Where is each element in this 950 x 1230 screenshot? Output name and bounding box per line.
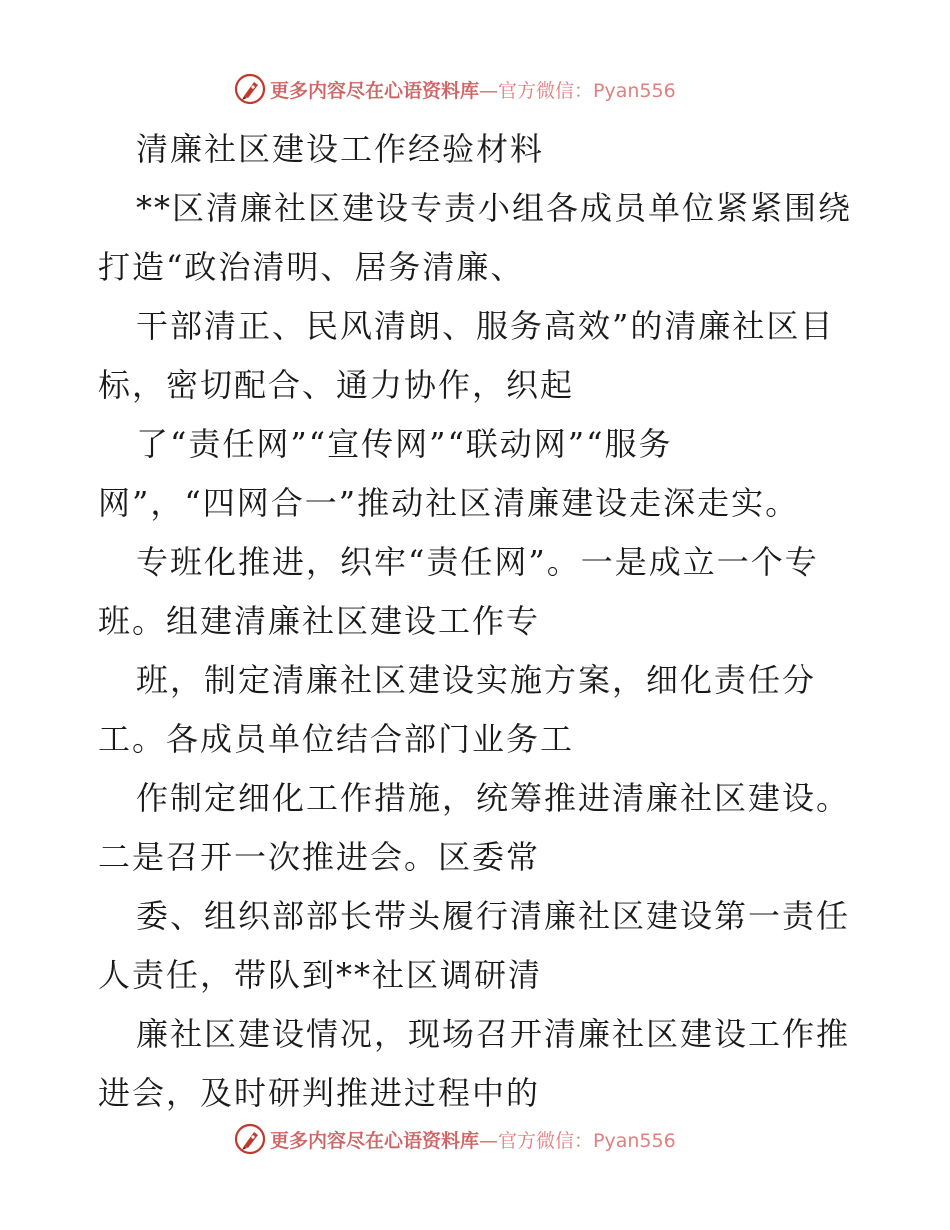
watermark-text: [270, 76, 676, 103]
paragraph-line: 标，密切配合、通力协作，织起: [98, 366, 575, 404]
paragraph-line: 班。组建清廉社区建设工作专: [98, 602, 541, 640]
paragraph-line: 廉社区建设情况，现场召开清廉社区建设工作推: [136, 1015, 851, 1053]
watermark-dash: —: [479, 80, 499, 102]
paragraph-line: 人责任，带队到**社区调研清: [98, 956, 543, 994]
paragraph-line: 打造“政治清明、居务清廉、: [98, 248, 525, 286]
watermark-text: [270, 1126, 676, 1153]
header-watermark: [0, 70, 950, 110]
paragraph-line: 进会，及时研判推进过程中的: [98, 1074, 541, 1112]
pen-nib-logo-icon: [234, 1123, 266, 1155]
watermark-official-text: 官方微信：: [498, 80, 594, 102]
watermark-site-text: 更多内容尽在心语资料库: [270, 1130, 480, 1152]
watermark-dash: —: [479, 1130, 499, 1152]
watermark-wechat-id: Pyan556: [593, 80, 676, 102]
watermark-wechat-id: Pyan556: [593, 1130, 676, 1152]
watermark-site-text: 更多内容尽在心语资料库: [270, 80, 480, 102]
paragraph-line: 作制定细化工作措施，统筹推进清廉社区建设。: [136, 779, 851, 817]
paragraph-line: 工。各成员单位结合部门业务工: [98, 720, 575, 758]
document-body: [98, 120, 858, 1123]
watermark-official-text: 官方微信：: [498, 1130, 594, 1152]
paragraph-line: 二是召开一次推进会。区委常: [98, 838, 541, 876]
paragraph-line: 网”，“四网合一”推动社区清廉建设走深走实。: [98, 484, 800, 522]
paragraph-line: 清廉社区建设工作经验材料: [136, 130, 545, 168]
paragraph-line: 委、组织部部长带头履行清廉社区建设第一责任: [136, 897, 851, 935]
pen-nib-logo-icon: [234, 73, 266, 105]
paragraph-line: 专班化推进，织牢“责任网”。一是成立一个专: [136, 543, 819, 581]
paragraph-line: 干部清正、民风清朗、服务高效”的清廉社区目: [136, 307, 835, 345]
paragraph-line: 了“责任网”“宣传网”“联动网”“服务: [136, 425, 673, 463]
paragraph-line: **区清廉社区建设专责小组各成员单位紧紧围绕: [136, 189, 853, 227]
footer-watermark: [0, 1120, 950, 1160]
paragraph-line: 班，制定清廉社区建设实施方案，细化责任分: [136, 661, 817, 699]
